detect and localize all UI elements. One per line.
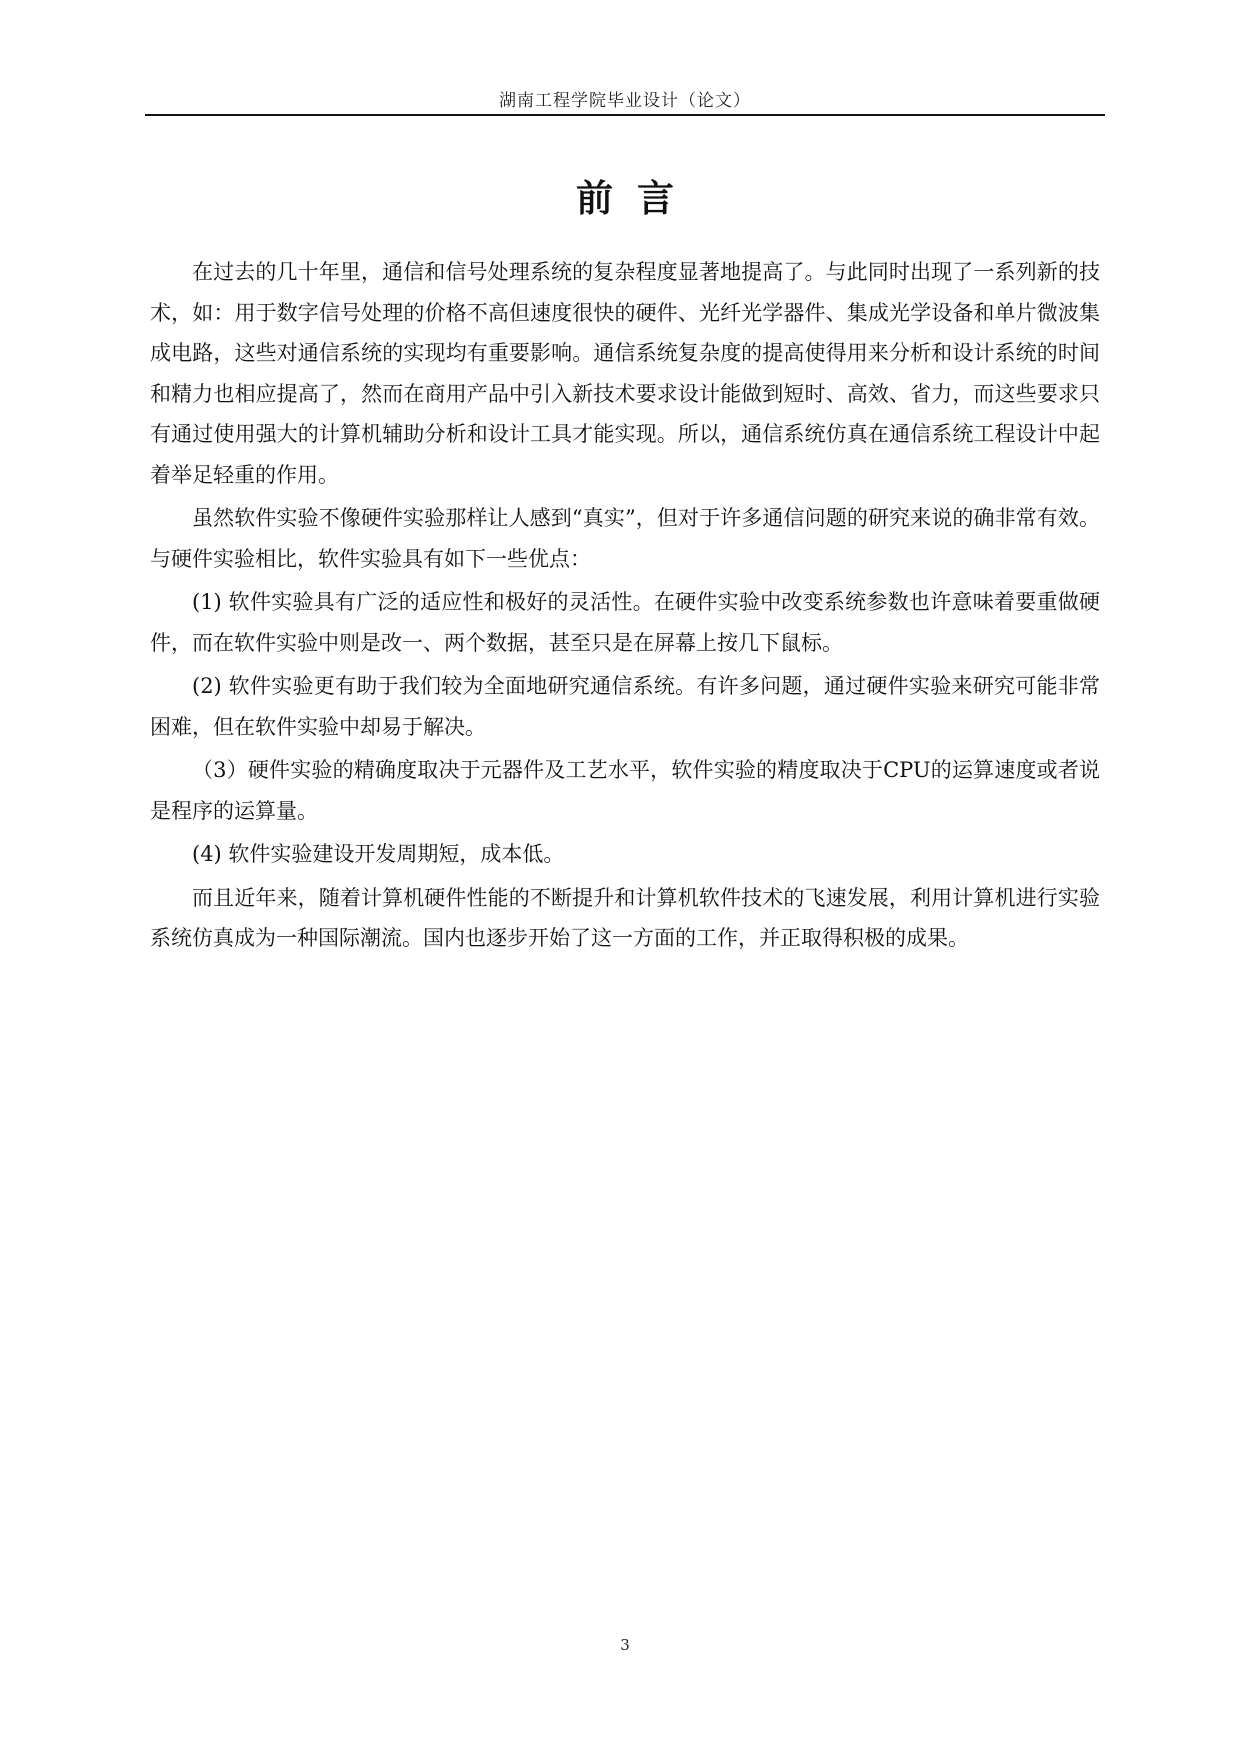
paragraph-advantage-3: （3）硬件实验的精确度取决于元器件及工艺水平，软件实验的精度取决于CPU的运算速度或者说是程序的运算量。 xyxy=(150,758,1100,823)
page-number: 3 xyxy=(620,1636,630,1654)
paragraph-advantage-1: (1) 软件实验具有广泛的适应性和极好的灵活性。在硬件实验中改变系统参数也许意味着要重做硬件，而在软件实验中则是改一、两个数据，甚至只是在屏幕上按几下鼠标。 xyxy=(150,590,1100,655)
body-text xyxy=(150,252,1100,962)
paragraph-software-vs-hardware: 虽然软件实验不像硬件实验那样让人感到“真实”，但对于许多通信问题的研究来说的确非常有效。与硬件实验相比，软件实验具有如下一些优点： xyxy=(150,506,1100,571)
paragraph-conclusion: 而且近年来，随着计算机硬件性能的不断提升和计算机软件技术的飞速发展，利用计算机进行实验系统仿真成为一种国际潮流。国内也逐步开始了这一方面的工作，并正取得积极的成果。 xyxy=(150,885,1100,950)
paragraph-intro: 在过去的几十年里，通信和信号处理系统的复杂程度显著地提高了。与此同时出现了一系列新的技术，如：用于数字信号处理的价格不高但速度很快的硬件、光纤光学器件、集成光学设备和单片微波集成电路，这些对通信系统的实现均有重要影响。通信系统复杂度的提高使得用来分析和设计系统的时间和精力也相应提高了，然而在商用产品中引入新技术要求设计能做到短时、高效、省力，而这些要求只有通过使用强大的计算机辅助分析和设计工具才能实现。所以，通信系统仿真在通信系统工程设计中起着举足轻重的作用。 xyxy=(150,260,1100,487)
paragraph-advantage-4: (4) 软件实验建设开发周期短，成本低。 xyxy=(192,842,565,866)
running-header: 湖南工程学院毕业设计（论文） xyxy=(499,91,751,111)
paragraph-advantage-2: (2) 软件实验更有助于我们较为全面地研究通信系统。有许多问题，通过硬件实验来研究可能非常困难，但在软件实验中却易于解决。 xyxy=(150,674,1100,739)
page-title: 前言 xyxy=(576,175,698,220)
header-rule xyxy=(145,114,1105,116)
